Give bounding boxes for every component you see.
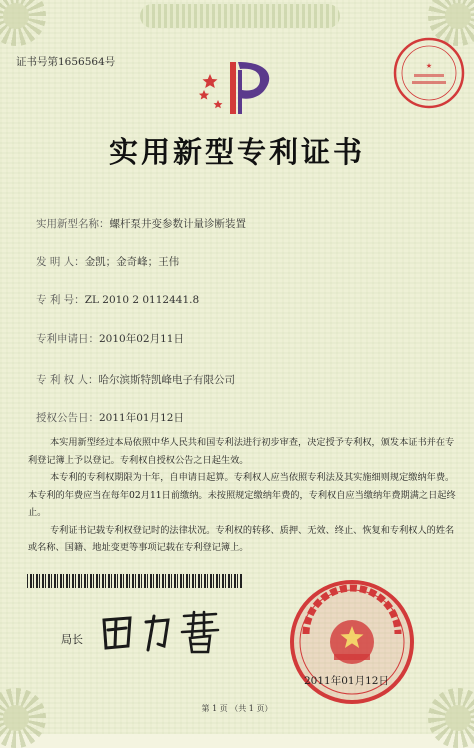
corner-ornament-bottom-right xyxy=(428,688,474,748)
field-label: 实用新型名称： xyxy=(36,218,110,230)
body-paragraph: 本实用新型经过本局依照中华人民共和国专利法进行初步审查，决定授予专利权，颁发本证书并在专利登记簿上予以登记。专利权自授权公告之日起生效。 xyxy=(28,437,455,466)
barcode xyxy=(27,574,243,588)
field-value: 2011年01月12日 xyxy=(99,412,184,424)
field-value: 2010年02月11日 xyxy=(99,333,184,345)
corner-ornament-top-left xyxy=(0,0,46,46)
body-paragraph: 专利证书记载专利权登记时的法律状况。专利权的转移、质押、无效、终止、恢复和专利权人的姓名或名称、国籍、地址变更等事项记载在专利登记簿上。 xyxy=(28,524,455,553)
certificate-number: 证书号第1656564号 xyxy=(16,56,116,68)
field-value: 螺杆泵井变参数计量诊断装置 xyxy=(109,218,246,230)
corner-ornament-bottom-left xyxy=(0,688,46,748)
field-grant-date xyxy=(36,410,184,425)
field-label: 授权公告日： xyxy=(36,412,99,424)
issue-date: 2011年01月12日 xyxy=(304,675,389,687)
field-value: ZL 2010 2 0112441.8 xyxy=(84,294,200,306)
field-label: 专利申请日： xyxy=(36,333,99,345)
field-application-date xyxy=(36,331,184,346)
field-value: 哈尔滨斯特凯峰电子有限公司 xyxy=(98,374,236,386)
patent-office-logo xyxy=(196,56,280,118)
decorative-top-border xyxy=(140,4,340,28)
field-patentee xyxy=(36,372,235,387)
director-label: 局长 xyxy=(61,633,83,646)
field-label: 专 利 号： xyxy=(36,294,85,306)
field-utility-model-name xyxy=(36,216,246,231)
field-value: 金凯；金奇峰；王伟 xyxy=(84,256,180,268)
director-signature xyxy=(98,606,228,656)
field-label: 专 利 权 人： xyxy=(36,374,99,386)
field-inventors xyxy=(36,254,179,269)
certificate-title: 实用新型专利证书 xyxy=(108,135,365,169)
svg-text:★: ★ xyxy=(425,62,433,70)
field-patent-number xyxy=(36,292,199,307)
body-paragraph: 本专利的专利权期限为十年，自申请日起算。专利权人应当依照专利法及其实施细则规定缴纳年费。本专利的年费应当在每年02月11日前缴纳。未按照规定缴纳年费的，专利权自应当缴纳年费期满之日起终止。 xyxy=(28,472,456,518)
small-agency-seal xyxy=(392,36,466,110)
certificate-body xyxy=(28,434,456,557)
page-footer: 第 1 页 （共 1 页） xyxy=(201,704,273,713)
field-label: 发 明 人： xyxy=(36,256,85,268)
